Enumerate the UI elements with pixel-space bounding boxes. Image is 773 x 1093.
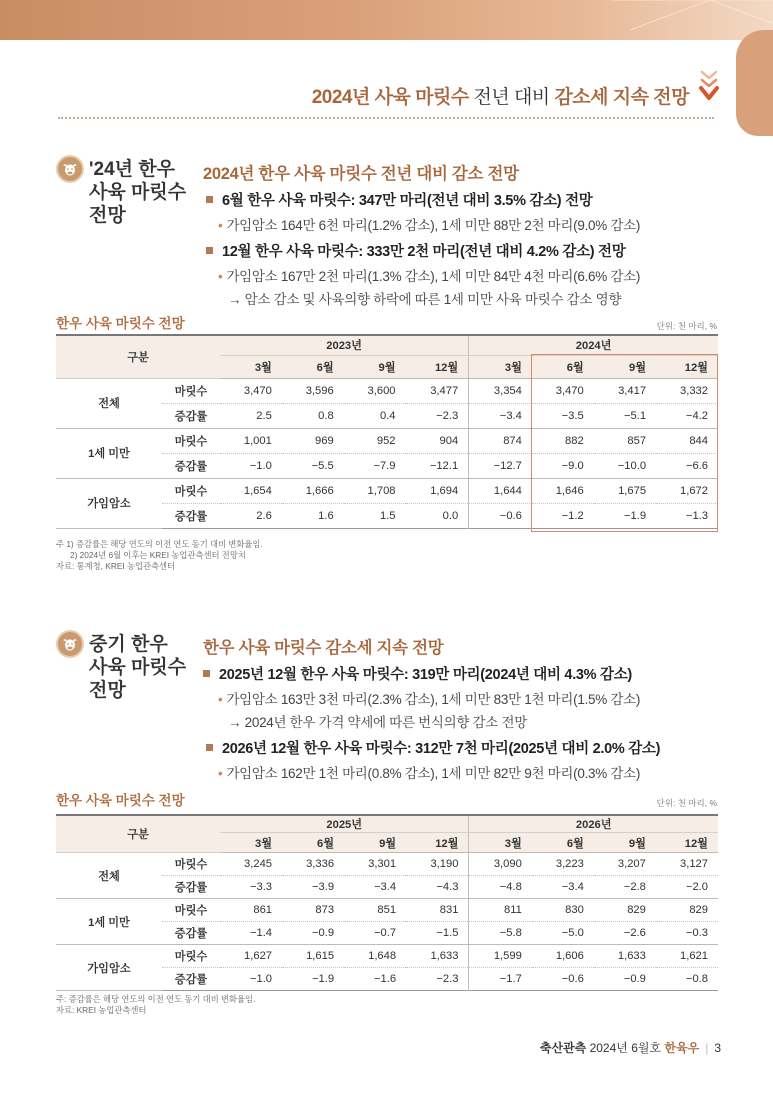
table-cell: −7.9 [344,453,406,478]
table-cell: 1,672 [656,478,718,503]
table-cell: 969 [282,428,344,453]
table2-notes: 주: 증감률은 해당 연도의 이전 연도 동기 대비 변화율임. 자료: KREI 농업관측센터 [56,994,256,1015]
row-metric-label: 마릿수 [162,428,220,453]
row-category: 1세 미만 [56,899,162,945]
table-row [56,478,718,503]
table1-month: 9월 [344,355,406,378]
table-cell: −1.2 [561,509,584,522]
table-cell: 857 [594,428,656,453]
row-metric-label: 증감률 [174,974,208,986]
table-cell: 811 [469,899,532,922]
table-cell: −3.4 [344,876,406,899]
cattle-icon [56,630,84,658]
table-cell: 1,694 [406,478,469,503]
row-metric-label: 마릿수 [162,945,220,968]
corner-tab-decoration [736,30,773,136]
row-category: 가임암소 [56,945,162,991]
table-cell: 3,207 [594,853,656,876]
table-cell: −0.7 [344,922,406,945]
table1-notes: 주 1) 증감률은 해당 연도의 이전 연도 동기 대비 변화율임. 2) 2024년 6월 이후는 KREI 농업관측센터 전망치 자료: 통계청, KREI 농업관측센터 [56,539,263,571]
table2-month: 9월 [344,833,406,853]
table1-unit: 단위: 천 마리, % [656,321,717,331]
table-cell: 3,223 [532,853,594,876]
table-cell: −1.4 [220,922,282,945]
table-cell: −3.4 [469,403,532,428]
row-metric-label: 증감률 [174,510,208,523]
table-cell: 1,646 [532,478,594,503]
footer-topic: 한육우 [664,1041,700,1055]
table-cell: −0.3 [656,922,718,945]
table-cell: 1,648 [344,945,406,968]
table-cell: 904 [406,428,469,453]
table1-year-1: 2023년 [220,335,469,355]
cattle-icon [56,155,84,183]
table-cell: −0.6 [469,503,532,528]
table2-month: 9월 [594,833,656,853]
table-cell: −1.5 [406,922,469,945]
table2-year-1: 2025년 [220,815,469,833]
table1-month: 12월 [406,355,469,378]
row-metric-label: 증감률 [162,453,220,478]
table1-month: 3월 [469,355,532,378]
table-cell: −5.0 [532,922,594,945]
row-metric-label: 마릿수 [162,853,220,876]
chevron-down-icon [698,68,720,106]
table-cell: 3,354 [469,378,532,403]
table-cell: 2.6 [256,509,272,522]
title-dotted-divider [58,117,714,119]
table2-month: 6월 [282,833,344,853]
table-row [56,945,718,968]
table2-group-header: 구분 [56,815,220,853]
section1-heading: 2024년 한우 사육 마릿수 전년 대비 감소 전망 [203,165,519,183]
table-cell: 3,090 [469,853,532,876]
table1-year-2: 2024년 [469,335,718,355]
section1-bullet-1: 6월 한우 사육 마릿수: 347만 마리(전년 대비 3.5% 감소) 전망 [206,189,592,210]
table-cell: 1,599 [469,945,532,968]
table2-month: 6월 [532,833,594,853]
table-cell: 3,477 [406,378,469,403]
table-cell: 882 [532,428,594,453]
table-cell: 1,708 [344,478,406,503]
table-cell: 851 [344,899,406,922]
section2-bullet-1-detail: • 가임암소 163만 3천 마리(2.3% 감소), 1세 미만 83만 1천 마리(1.5% 감소) [218,692,641,707]
table-cell: 3,332 [656,378,718,403]
row-metric-label: 증감률 [162,403,220,428]
top-decor-band [0,0,773,40]
row-metric-label: 마릿수 [162,899,220,922]
table-cell: 1.5 [379,509,396,522]
page-number: 3 [714,1041,721,1055]
section2-bullet-1-arrow: → 2024년 한우 가격 약세에 따른 번식의향 감소 전망 [228,715,527,730]
table-cell: −9.0 [532,453,594,478]
table-cell: −1.9 [311,973,335,985]
footer-publication: 축산관측 [539,1041,587,1055]
table-cell: −1.3 [685,509,708,522]
page-title: 2024년 사육 마릿수 전년 대비 감소세 지속 전망 [311,87,689,108]
table-cell: −10.0 [594,453,656,478]
table-cell: 861 [220,899,282,922]
table-cell: 844 [656,428,718,453]
table-cell: −4.2 [656,403,718,428]
table-cell: 1,001 [220,428,282,453]
table-cell: −0.8 [685,973,708,985]
table1-title: 한우 사육 마릿수 전망 [56,316,185,331]
section2-bullet-2: 2026년 12월 한우 사육 마릿수: 312만 7천 마리(2025년 대비 2.0% 감소) [206,737,660,758]
section1-bullet-1-detail: • 가임암소 164만 6천 마리(1.2% 감소), 1세 미만 88만 2천 마리(9.0% 감소) [218,218,641,233]
page-footer: 축산관측 2024년 6월호 한육우 | 3 [539,1041,721,1055]
table-cell: 1,675 [594,478,656,503]
table-cell: 830 [532,899,594,922]
table-cell: −3.3 [220,876,282,899]
table-cell: −5.1 [594,403,656,428]
row-metric-label: 마릿수 [162,478,220,503]
table2-unit: 단위: 천 마리, % [656,798,717,808]
table-cell: −1.6 [374,973,397,985]
table-cell: −0.9 [623,973,646,985]
table-cell: 1,666 [282,478,344,503]
table-cell: 3,600 [344,378,406,403]
section1-bullet-2-arrow: → 암소 감소 및 사육의향 하락에 따른 1세 미만 사육 마릿수 감소 영향 [228,292,622,307]
table1-month: 6월 [532,355,594,378]
footer-issue: 2024년 6월호 [589,1041,662,1055]
section1-bullet-2: 12월 한우 사육 마릿수: 333만 2천 마리(전년 대비 4.2% 감소) 전망 [206,240,625,261]
table-cell: 952 [344,428,406,453]
table-cell: −3.5 [532,403,594,428]
table-cell: 1,621 [656,945,718,968]
table-cell: 3,245 [220,853,282,876]
section2-bullet-1: 2025년 12월 한우 사육 마릿수: 319만 마리(2024년 대비 4.3% 감소) [203,663,632,684]
table-cell: −2.3 [406,403,469,428]
table-cell: −1.7 [469,968,532,991]
table-cell: 3,417 [594,378,656,403]
table-cell: 874 [469,428,532,453]
table-cell: 3,127 [656,853,718,876]
table-cell: 3,470 [220,378,282,403]
section2-heading: 한우 사육 마릿수 감소세 지속 전망 [203,639,444,657]
table-cell: 1.6 [318,509,334,522]
table1-month: 3월 [220,355,282,378]
table-cell: −6.6 [656,453,718,478]
section2-bullet-2-detail: • 가임암소 162만 1천 마리(0.8% 감소), 1세 미만 82만 9천 마리(0.3% 감소) [218,766,641,781]
table-cell: −3.9 [282,876,344,899]
table-row [56,853,718,876]
table-cell: −5.8 [469,922,532,945]
table1-month: 6월 [282,355,344,378]
table-cell: 1,633 [406,945,469,968]
table-row [56,899,718,922]
table-cell: −0.9 [282,922,344,945]
table-cell: 831 [406,899,469,922]
table-cell: 1,633 [594,945,656,968]
table-row [56,428,718,453]
table-cell: 2.5 [220,403,282,428]
table-cell: 1,627 [220,945,282,968]
table-cell: −2.0 [656,876,718,899]
table-cell: 3,596 [282,378,344,403]
table-cell: −3.4 [532,876,594,899]
row-category: 전체 [56,853,162,899]
table-cell: −1.9 [623,509,647,522]
table-cell: −5.5 [282,453,344,478]
table-cell: 873 [282,899,344,922]
row-metric-label: 증감률 [162,876,220,899]
row-category: 전체 [56,378,162,428]
table-cell: −4.3 [406,876,469,899]
table1-month: 9월 [594,355,656,378]
row-category: 가임암소 [56,478,162,528]
table2 [56,814,718,991]
table-cell: 829 [656,899,718,922]
table-cell: 3,470 [532,378,594,403]
table-cell: 829 [594,899,656,922]
table-cell: 0.0 [442,509,459,522]
table2-month: 12월 [406,833,469,853]
table2-year-2: 2026년 [469,815,718,833]
table-cell: 0.4 [344,403,406,428]
table1-group-header: 구분 [56,335,220,378]
table-cell: 3,301 [344,853,406,876]
table-cell: 1,654 [220,478,282,503]
table-cell: 3,190 [406,853,469,876]
table2-month: 3월 [469,833,532,853]
table-cell: 3,336 [282,853,344,876]
table-row [56,378,718,403]
table2-title: 한우 사육 마릿수 전망 [56,793,185,808]
table2-month: 3월 [220,833,282,853]
table-cell: 1,644 [469,478,532,503]
table-cell: −2.8 [594,876,656,899]
section2-label: 중기 한우 사육 마릿수 전망 [89,634,187,701]
table-cell: −0.6 [561,973,584,985]
table-cell: 1,615 [282,945,344,968]
table1-month: 12월 [656,355,718,378]
row-metric-label: 증감률 [162,922,220,945]
table-cell: 1,606 [532,945,594,968]
table2-month: 12월 [656,833,718,853]
table-cell: −12.7 [469,453,532,478]
table-cell: −12.1 [406,453,469,478]
table-cell: −4.8 [469,876,532,899]
table-cell: −2.6 [594,922,656,945]
table-cell: 0.8 [282,403,344,428]
table-cell: −1.0 [220,453,282,478]
table1 [56,334,718,529]
row-metric-label: 마릿수 [162,378,220,403]
section1-bullet-2-detail: • 가임암소 167만 2천 마리(1.3% 감소), 1세 미만 84만 4천 마리(6.6% 감소) [218,269,641,284]
row-category: 1세 미만 [56,428,162,478]
table-cell: −1.0 [249,973,273,985]
section1-label: '24년 한우 사육 마릿수 전망 [89,159,187,226]
table-cell: −2.3 [436,973,459,985]
